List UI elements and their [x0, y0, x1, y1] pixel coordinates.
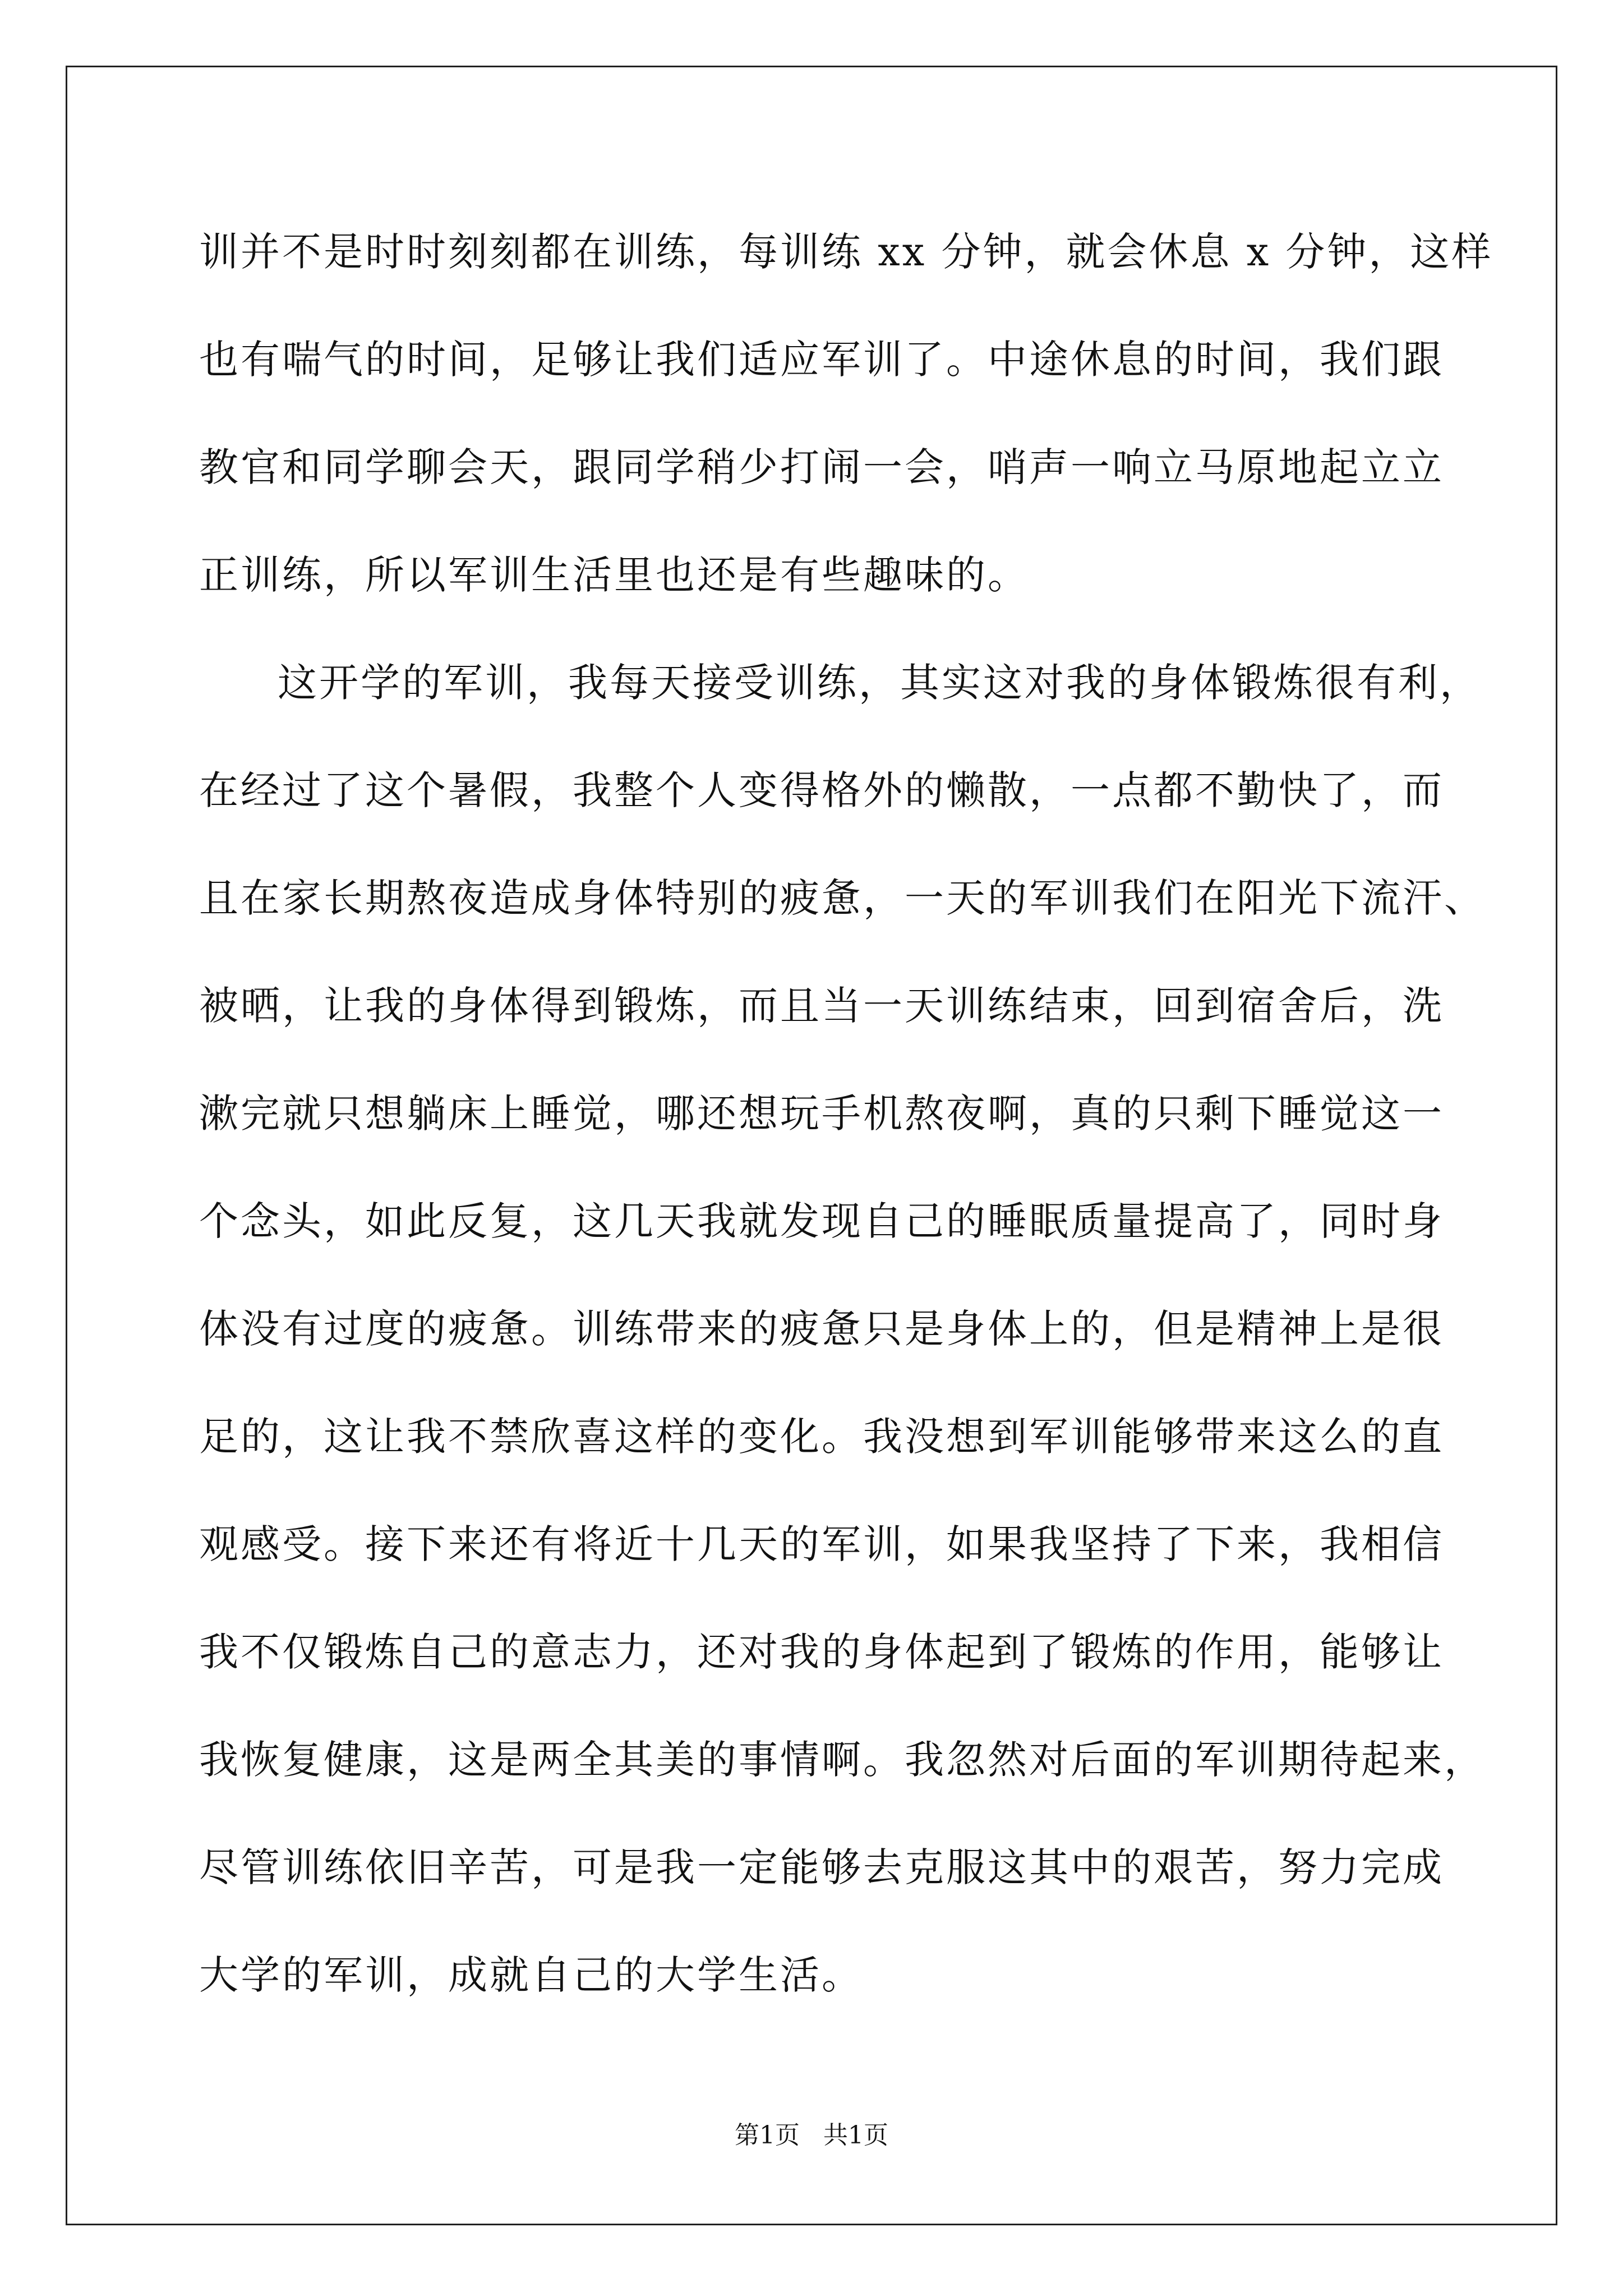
paragraph-first-line: 这开学的军训，我每天接受训练，其实这对我的身体锻炼很有利， [278, 660, 1481, 706]
text-line: 大学的军训，成就自己的大学生活。 [199, 1952, 863, 1998]
text-line: 体没有过度的疲惫。训练带来的疲惫只是身体上的，但是精神上是很 [199, 1306, 1444, 1352]
text-line: 漱完就只想躺床上睡觉，哪还想玩手机熬夜啊，真的只剩下睡觉这一 [199, 1091, 1444, 1137]
document-body [199, 219, 1493, 2050]
page-number-footer: 第1页 共1页 [735, 2121, 888, 2150]
text-line: 我恢复健康，这是两全其美的事情啊。我忽然对后面的军训期待起来， [199, 1737, 1486, 1783]
text-line: 我不仅锻炼自己的意志力，还对我的身体起到了锻炼的作用，能够让 [199, 1629, 1444, 1675]
text-line: 且在家长期熬夜造成身体特别的疲惫，一天的军训我们在阳光下流汗、 [199, 875, 1486, 921]
text-line: 在经过了这个暑假，我整个人变得格外的懒散，一点都不勤快了，而 [199, 767, 1444, 813]
text-line: 被晒，让我的身体得到锻炼，而且当一天训练结束，回到宿舍后，洗 [199, 983, 1444, 1029]
text-line: 训并不是时时刻刻都在训练，每训练 xx 分钟，就会休息 x 分钟，这样 [199, 229, 1493, 275]
text-line: 足的，这让我不禁欣喜这样的变化。我没想到军训能够带来这么的直 [199, 1414, 1444, 1460]
text-line: 教官和同学聊会天，跟同学稍少打闹一会，哨声一响立马原地起立立 [199, 444, 1444, 490]
text-line: 尽管训练依旧辛苦，可是我一定能够去克服这其中的艰苦，努力完成 [199, 1844, 1444, 1890]
text-line: 也有喘气的时间，足够让我们适应军训了。中途休息的时间，我们跟 [199, 337, 1444, 383]
text-line: 观感受。接下来还有将近十几天的军训，如果我坚持了下来，我相信 [199, 1521, 1444, 1567]
text-line: 正训练，所以军训生活里也还是有些趣味的。 [199, 552, 1029, 598]
text-line: 个念头，如此反复，这几天我就发现自己的睡眠质量提高了，同时身 [199, 1198, 1444, 1244]
